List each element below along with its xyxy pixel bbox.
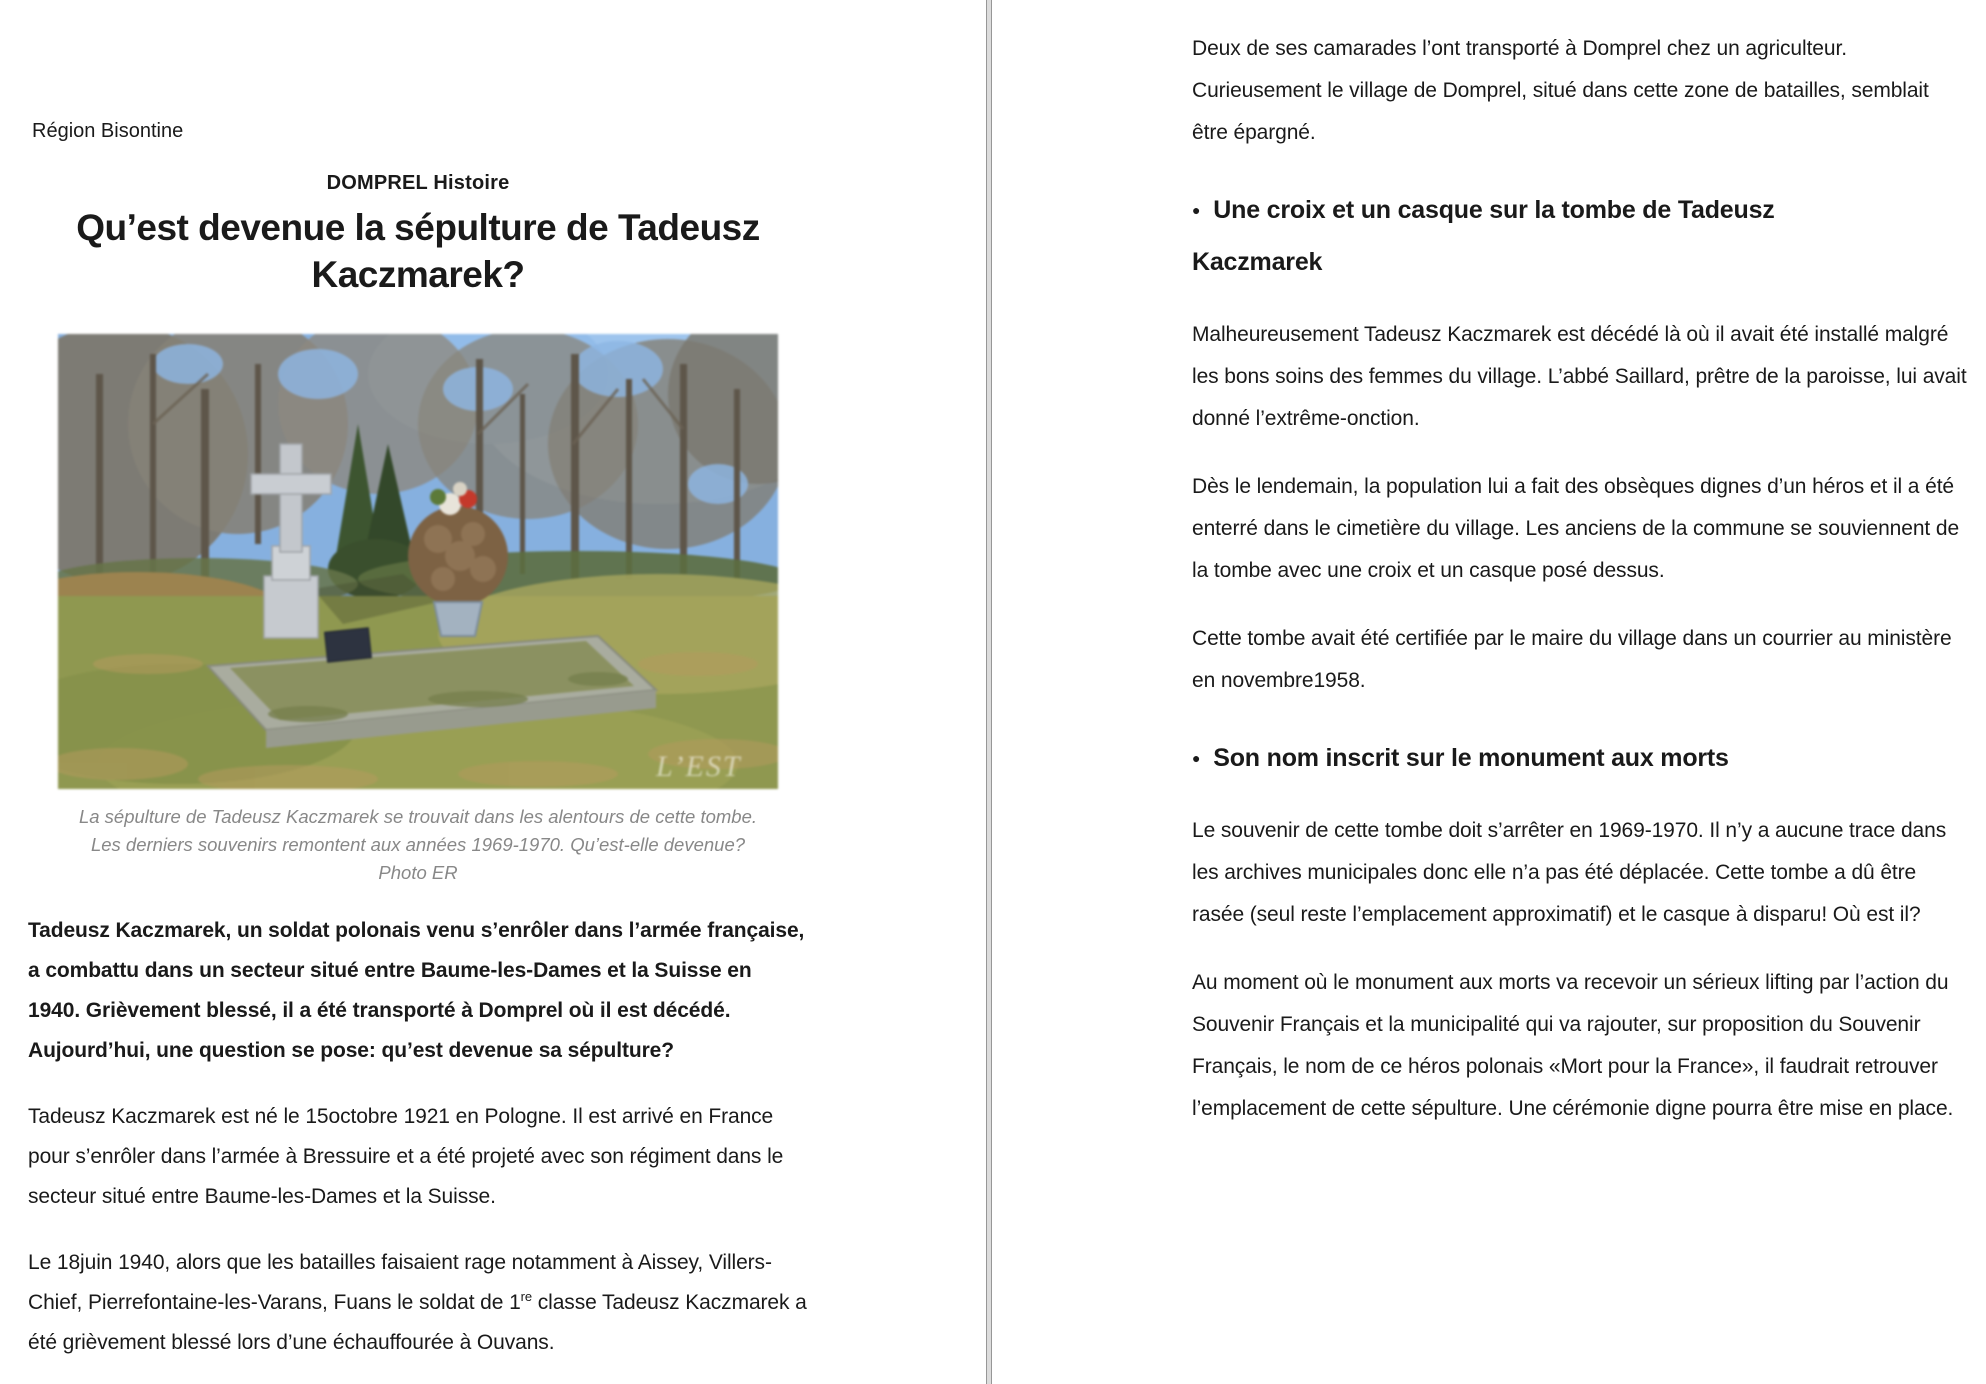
body-paragraph-4: Malheureusement Tadeusz Kaczmarek est décédé là où il avait été installé malgré les bons soins des femmes du village. L’abbé Saillard, prêtre de la paroisse, lui avait donné l’extrême-onction. — [1192, 323, 1967, 430]
ordinal-superscript: re — [520, 1289, 533, 1304]
paragraph-text-after-ordinal: classe Tadeusz Kaczmarek a été grièvement blessé lors d’une échauffourée à Ouvans. — [28, 1291, 807, 1354]
body-paragraph-2 — [28, 1243, 808, 1363]
body-paragraph-3: Deux de ses camarades l’ont transporté à Domprel chez un agriculteur. Curieusement le village de Domprel, situé dans cette zone de batailles, semblait être épargné. — [1192, 37, 1929, 144]
left-column — [28, 0, 808, 1363]
column-divider — [986, 0, 992, 1384]
bullet-icon: ● — [1192, 750, 1201, 766]
paragraph-text-before-ordinal: Le 18juin 1940, alors que les batailles faisaient rage notamment à Aissey, Villers-Chief, Pierrefontaine-les-Varans, Fuans le soldat de 1 — [28, 1251, 772, 1314]
article-title: Qu’est devenue la sépulture de Tadeusz Kaczmarek? — [76, 207, 760, 295]
subheading-text: Une croix et un casque sur la tombe de Tadeusz Kaczmarek — [1192, 196, 1775, 276]
right-column — [1192, 0, 1970, 1130]
cemetery-photo-illustration — [58, 334, 778, 789]
bullet-icon: ● — [1192, 202, 1201, 218]
body-paragraph-5: Dès le lendemain, la population lui a fait des obsèques dignes d’un héros et il a été enterré dans le cimetière du village. Les anciens de la commune se souviennent de la tombe avec une croix et un casque posé dessus. — [1192, 475, 1960, 582]
subheading-monument-morts — [1192, 732, 1892, 784]
body-paragraph-1: Tadeusz Kaczmarek est né le 15octobre 1921 en Pologne. Il est arrivé en France pour s’enrôler dans l’armée à Bressuire et a été projeté avec son régiment dans le secteur situé entre Baume-les-Dames et la Suisse. — [28, 1105, 784, 1208]
body-paragraph-8: Au moment où le monument aux morts va recevoir un sérieux lifting par l’action du Souvenir Français et la municipalité qui va rajouter, sur proposition du Souvenir Français, le nom de ce héros polonais «Mort pour la France», il faudrait retrouver l’emplacement de cette sépulture. Une cérémonie digne pourra être mise en place. — [1192, 971, 1954, 1120]
lede-paragraph: Tadeusz Kaczmarek, un soldat polonais venu s’enrôler dans l’armée française, a combattu dans un secteur situé entre Baume-les-Dames et la Suisse en 1940. Grièvement blessé, il a été transporté à Domprel où il est décédé. Aujourd’hui, une question se pose: qu’est devenue sa sépulture? — [28, 919, 805, 1062]
photo-caption: La sépulture de Tadeusz Kaczmarek se trouvait dans les alentours de cette tombe. Les derniers souvenirs remontent aux années 1969-1970. Qu’est-elle devenue? Photo ER — [78, 806, 758, 883]
section-label: DOMPREL Histoire — [326, 172, 510, 194]
article-photo — [58, 334, 778, 789]
subheading-croix-casque — [1192, 184, 1892, 288]
photo-watermark: L’EST — [656, 750, 742, 783]
body-paragraph-7: Le souvenir de cette tombe doit s’arrêter en 1969-1970. Il n’y a aucune trace dans les archives municipales donc elle n’a pas été déplacée. Cette tombe a dû être rasée (seul reste l’emplacement approximatif) et le casque à disparu! Où est il? — [1192, 819, 1947, 926]
subheading-text: Son nom inscrit sur le monument aux morts — [1213, 744, 1729, 772]
body-paragraph-6: Cette tombe avait été certifiée par le maire du village dans un courrier au ministère en novembre1958. — [1192, 627, 1952, 692]
region-kicker: Région Bisontine — [32, 120, 184, 142]
